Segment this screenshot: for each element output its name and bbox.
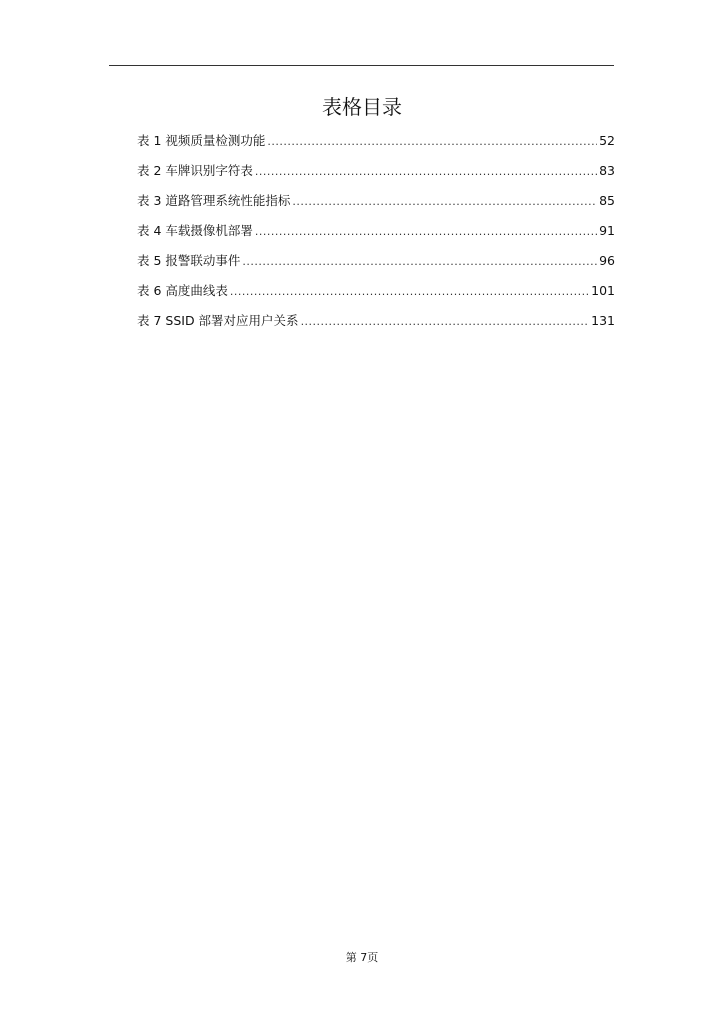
toc-entry[interactable] xyxy=(137,281,615,311)
toc-entry-label: 表 7 SSID 部署对应用户关系 xyxy=(137,313,299,328)
toc-dot-leader xyxy=(292,192,597,212)
toc-dot-leader xyxy=(301,312,590,332)
toc-entry-label: 表 1 视频质量检测功能 xyxy=(137,133,266,148)
toc-dot-leader xyxy=(242,252,597,272)
page-title: 表格目录 xyxy=(322,95,402,119)
toc-entry[interactable] xyxy=(137,131,615,161)
toc-entry-page: 101 xyxy=(591,283,615,298)
toc-entry-label: 表 4 车载摄像机部署 xyxy=(137,223,253,238)
toc-entry-page: 85 xyxy=(599,193,615,208)
toc-entry[interactable] xyxy=(137,311,615,341)
toc-entry-label: 表 6 高度曲线表 xyxy=(137,283,228,298)
toc-dot-leader xyxy=(255,222,597,242)
toc-dot-leader xyxy=(255,162,597,182)
header-rule xyxy=(109,65,614,66)
toc-entry[interactable] xyxy=(137,191,615,221)
toc-dot-leader xyxy=(230,282,589,302)
toc-entry[interactable] xyxy=(137,221,615,251)
toc-entry[interactable] xyxy=(137,251,615,281)
toc-entry-page: 91 xyxy=(599,223,615,238)
toc-entry-label: 表 5 报警联动事件 xyxy=(137,253,241,268)
toc-entry-page: 96 xyxy=(599,253,615,268)
toc-entry-page: 83 xyxy=(599,163,615,178)
toc-entry[interactable] xyxy=(137,161,615,191)
page-number-footer: 第 7页 xyxy=(345,951,379,964)
toc-entry-page: 131 xyxy=(591,313,615,328)
toc-dot-leader xyxy=(267,132,597,152)
toc-entry-label: 表 3 道路管理系统性能指标 xyxy=(137,193,291,208)
table-of-contents xyxy=(137,131,615,341)
toc-entry-label: 表 2 车牌识别字符表 xyxy=(137,163,253,178)
toc-entry-page: 52 xyxy=(599,133,615,148)
